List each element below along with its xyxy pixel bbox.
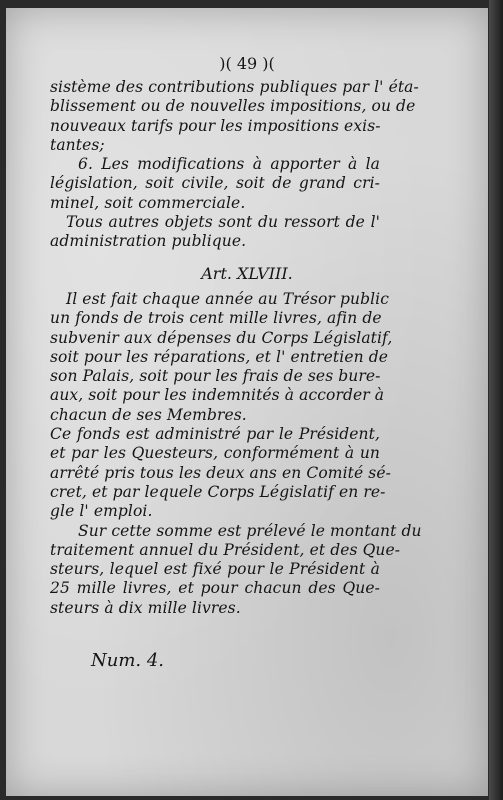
text-line: aux, soit pour les indemnités à accorder à [50,386,385,405]
text-line: steurs à dix mille livres. [50,598,241,617]
text-line: Tous autres objets sont du ressort de l' [66,213,380,232]
text-line: Sur cette somme est prélevé le montant du [78,521,422,540]
text-line: son Palais, soit pour les frais de ses bure- [50,367,381,386]
text-line: Ce fonds est administré par le Président, [50,425,380,444]
text-line: steurs, lequel est fixé pour le Président à [50,560,380,579]
text-line: 6. Les modifications à apporter à la [78,155,380,174]
text-line: 25 mille livres, et pour chacun des Que- [50,579,380,598]
signature-mark: Num. 4. [91,650,165,671]
top-text-block [50,78,419,252]
text-line: soit pour les réparations, et l' entretien de [50,347,388,366]
text-line: gle l' emploi. [50,502,153,521]
text-line: minel, soit commerciale. [50,193,246,212]
text-line: administration publique. [50,232,247,251]
text-line: cret, et par lequele Corps Législatif en re- [50,482,386,501]
text-line: nouveaux tarifs pour les impositions exis- [50,116,381,135]
text-line: sistème des contributions publiques par l' éta- [50,78,419,96]
page-number: )( 49 )( [219,54,275,73]
article-heading: Art. XLVIII. [201,264,293,283]
text-line: législation, soit civile, soit de grand cri- [50,174,380,193]
text-line: et par les Questeurs, conformément à un [50,444,380,463]
text-line: tantes; [50,135,105,154]
document-page [6,8,488,796]
page-edge-shadow [489,0,503,800]
text-line: blissement ou de nouvelles impositions, ou de [50,97,416,116]
text-line: subvenir aux dépenses du Corps Législatif, [50,328,393,347]
text-line: arrêté pris tous les deux ans en Comité sé- [50,463,391,482]
text-line: traitement annuel du Président, et des Que- [50,540,401,559]
text-line: Il est fait chaque année au Trésor public [66,290,389,308]
article-body [50,290,422,618]
text-line: un fonds de trois cent mille livres, afin de [50,309,382,328]
text-line: chacun de ses Membres. [50,405,247,424]
